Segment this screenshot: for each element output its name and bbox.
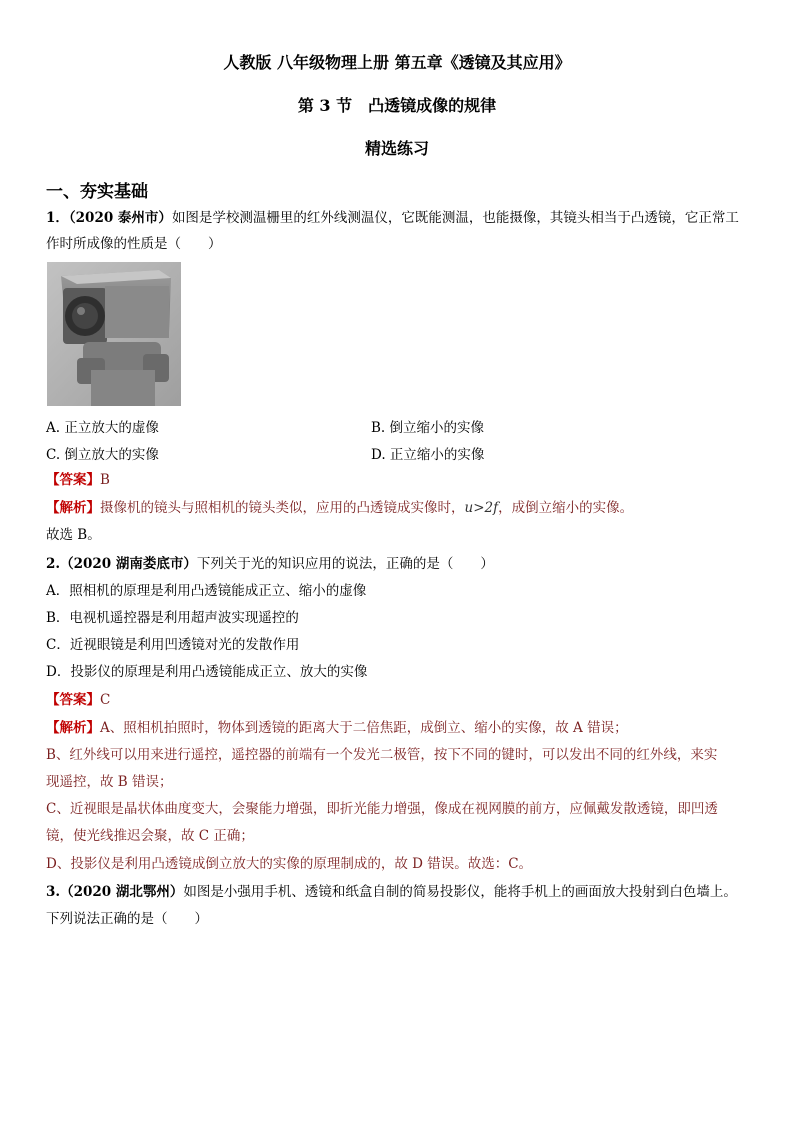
q2-option-a: A．照相机的原理是利用凸透镜能成正立、缩小的虚像 — [46, 583, 367, 599]
q1-option-d: D. 正立缩小的实像 — [371, 447, 485, 463]
q1-stem-line1 — [46, 209, 739, 227]
q1-answer-tag: 【答案】 — [46, 472, 100, 488]
q3-stem-line1 — [46, 883, 737, 901]
document-title: 人教版 八年级物理上册 第五章《透镜及其应用》 — [223, 53, 571, 72]
q2-answer-value: C — [100, 692, 111, 708]
q1-text: 如图是学校测温栅里的红外线测温仪，它既能测温，也能摄像，其镜头相当于凸透镜，它正常工 — [171, 210, 739, 226]
q2-analysis-text1: A、照相机拍照时，物体到透镜的距离大于二倍焦距，成倒立、缩小的实像，故 A 错误； — [100, 720, 628, 736]
q1-analysis-text1: 摄像机的镜头与照相机的镜头类似，应用的凸透镜成实像时， — [100, 500, 465, 516]
q2-answer-tag: 【答案】 — [46, 692, 100, 708]
q2-stem — [46, 555, 494, 573]
q2-option-d: D．投影仪的原理是利用凸透镜能成正立、放大的实像 — [46, 664, 368, 680]
q2-analysis-line4: C、近视眼是晶状体曲度变大，会聚能力增强，即折光能力增强，像成在视网膜的前方，应佩戴发散透镜，即凹透 — [46, 801, 718, 817]
q2-option-c: C．近视眼镜是利用凹透镜对光的发散作用 — [46, 637, 300, 653]
camera-photo — [47, 262, 181, 406]
subtitle: 精选练习 — [364, 139, 429, 158]
q1-stem-line2: 作时所成像的性质是（ ） — [46, 236, 222, 252]
q3-stem-line2: 下列说法正确的是（ ） — [46, 911, 208, 927]
section-title: 第 3 节 凸透镜成像的规律 — [297, 96, 497, 115]
q1-analysis-text2: ，成倒立缩小的实像。 — [498, 500, 634, 516]
q3-number: 3. — [46, 884, 61, 900]
q2-answer — [46, 691, 110, 709]
q1-answer-value: B — [100, 472, 110, 488]
q1-option-b: B. 倒立缩小的实像 — [371, 420, 485, 436]
q1-option-c: C. 倒立放大的实像 — [46, 447, 159, 463]
q1-number: 1． — [46, 210, 69, 226]
q1-analysis-formula: u>2f — [464, 500, 499, 516]
q1-answer — [46, 471, 110, 489]
q2-number: 2. — [46, 556, 61, 572]
q3-source: （2020 湖北鄂州） — [60, 884, 184, 900]
q2-text: 下列关于光的知识应用的说法，正确的是（ ） — [196, 556, 494, 572]
q1-option-a: A. 正立放大的虚像 — [46, 420, 159, 436]
q1-analysis — [46, 499, 633, 517]
q2-analysis-tag: 【解析】 — [46, 720, 100, 736]
q1-analysis-tag: 【解析】 — [46, 500, 100, 516]
q2-source: （2020 湖南娄底市） — [60, 556, 197, 572]
q2-analysis-line1 — [46, 719, 628, 737]
q2-analysis-line3: 现遥控，故 B 错误； — [46, 774, 173, 790]
q2-analysis-line6: D、投影仪是利用凸透镜成倒立放大的实像的原理制成的，故 D 错误。故选：C。 — [46, 856, 533, 872]
q1-conclusion: 故选 B。 — [46, 527, 101, 543]
q2-analysis-line2: B、红外线可以用来进行遥控，遥控器的前端有一个发光二极管，按下不同的键时，可以发出不同的红外线，来实 — [46, 747, 718, 763]
q1-source: （2020 泰州市） — [68, 210, 172, 226]
q2-option-b: B．电视机遥控器是利用超声波实现遥控的 — [46, 610, 299, 626]
part-heading: 一、夯实基础 — [46, 182, 148, 202]
q3-text: 如图是小强用手机、透镜和纸盒自制的简易投影仪，能将手机上的画面放大投射到白色墙上。 — [183, 884, 737, 900]
q2-analysis-line5: 镜，使光线推迟会聚，故 C 正确； — [46, 828, 254, 844]
